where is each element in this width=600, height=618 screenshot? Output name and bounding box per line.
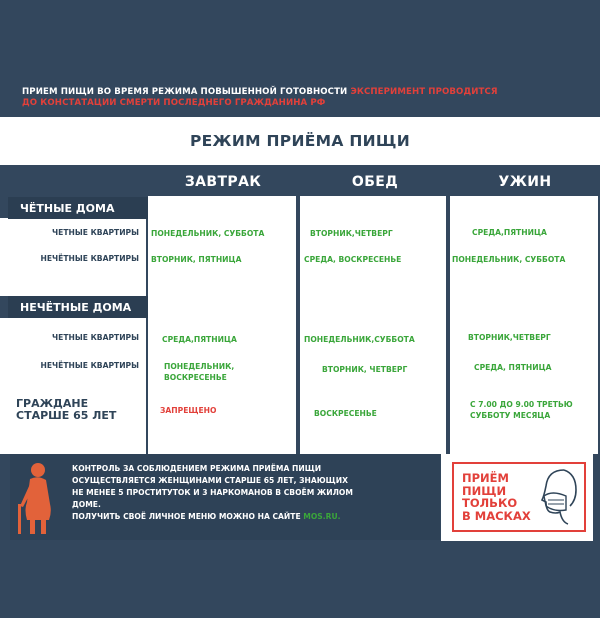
- top-note: [22, 87, 582, 108]
- lunch-even-odd: СРЕДА, ВОСКРЕСЕНЬЕ: [304, 255, 402, 264]
- lunch-even-even: ВТОРНИК,ЧЕТВЕРГ: [310, 229, 393, 238]
- dinner-even-odd: ПОНЕДЕЛЬНИК, СУББОТА: [452, 255, 566, 264]
- stamp-line: ТОЛЬКО: [462, 496, 518, 510]
- row-label-seniors: ГРАЖДАНЕ СТАРШЕ 65 ЛЕТ: [16, 397, 117, 422]
- breakfast-seniors: ЗАПРЕЩЕНО: [160, 406, 217, 415]
- column-header-dinner: УЖИН: [498, 174, 552, 190]
- footer-line: КОНТРОЛЬ ЗА СОБЛЮДЕНИЕМ РЕЖИМА ПРИЁМА ПИЩИ: [72, 464, 322, 473]
- dinner-even-even: СРЕДА,ПЯТНИЦА: [472, 228, 547, 237]
- lunch-odd-odd: ВТОРНИК, ЧЕТВЕРГ: [322, 365, 408, 374]
- top-note-red-2: ДО КОНСТАТАЦИИ СМЕРТИ ПОСЛЕДНЕГО ГРАЖДАНИНА РФ: [22, 97, 326, 108]
- title-bar: [0, 117, 600, 165]
- breakfast-even-odd: ВТОРНИК, ПЯТНИЦА: [151, 255, 242, 264]
- lunch-seniors: ВОСКРЕСЕНЬЕ: [314, 409, 377, 418]
- dinner-odd-odd: СРЕДА, ПЯТНИЦА: [474, 363, 552, 372]
- footer-menu-text: ПОЛУЧИТЬ СВОЁ ЛИЧНОЕ МЕНЮ МОЖНО НА САЙТЕ: [72, 512, 301, 521]
- top-note-white: ПРИЕМ ПИЩИ ВО ВРЕМЯ РЕЖИМА ПОВЫШЕННОЙ ГОТОВНОСТИ: [22, 87, 348, 97]
- stamp-line: ПИЩИ: [462, 483, 507, 498]
- row-label-even-flats: ЧЕТНЫЕ КВАРТИРЫ: [52, 228, 139, 237]
- section-odd-houses: НЕЧЁТНЫЕ ДОМА: [8, 296, 148, 318]
- footer-text: [72, 463, 432, 523]
- dinner-odd-even: ВТОРНИК,ЧЕТВЕРГ: [468, 333, 551, 342]
- top-note-red-1: ЭКСПЕРИМЕНТ ПРОВОДИТСЯ: [350, 87, 498, 97]
- footer-menu-line: [72, 511, 432, 523]
- lunch-odd-even: ПОНЕДЕЛЬНИК,СУББОТА: [304, 335, 415, 344]
- masked-face-icon: [536, 466, 580, 528]
- row-label-odd-flats: НЕЧЁТНЫЕ КВАРТИРЫ: [40, 361, 139, 370]
- breakfast-odd-odd: ПОНЕДЕЛЬНИК, ВОСКРЕСЕНЬЕ: [164, 362, 235, 382]
- page-title: РЕЖИМ ПРИЁМА ПИЩИ: [190, 132, 410, 150]
- elderly-woman-icon: [12, 460, 60, 536]
- stamp-line: ПРИЁМ: [462, 471, 509, 485]
- breakfast-even-even: ПОНЕДЕЛЬНИК, СУББОТА: [151, 229, 265, 238]
- stamp-line: В МАСКАХ: [462, 508, 531, 523]
- footer-line: ДОМЕ.: [72, 500, 101, 509]
- site-link[interactable]: MOS.RU.: [303, 512, 341, 521]
- row-label-odd-flats: НЕЧЁТНЫЕ КВАРТИРЫ: [40, 254, 139, 263]
- row-label-even-flats: ЧЕТНЫЕ КВАРТИРЫ: [52, 333, 139, 342]
- footer-line: ОСУЩЕСТВЛЯЕТСЯ ЖЕНЩИНАМИ СТАРШЕ 65 ЛЕТ, ЗНАЮЩИХ: [72, 476, 348, 485]
- column-header-lunch: ОБЕД: [351, 174, 399, 190]
- footer-line: НЕ МЕНЕЕ 5 ПРОСТИТУТОК И 3 НАРКОМАНОВ В СВОЁМ ЖИЛОМ: [72, 488, 353, 497]
- stamp-text: [462, 472, 542, 522]
- breakfast-odd-even: СРЕДА,ПЯТНИЦА: [162, 335, 237, 344]
- column-header-breakfast: ЗАВТРАК: [184, 174, 262, 190]
- section-even-houses: ЧЁТНЫЕ ДОМА: [8, 197, 148, 219]
- dinner-seniors: С 7.00 ДО 9.00 ТРЕТЬЮ СУББОТУ МЕСЯЦА: [470, 400, 573, 420]
